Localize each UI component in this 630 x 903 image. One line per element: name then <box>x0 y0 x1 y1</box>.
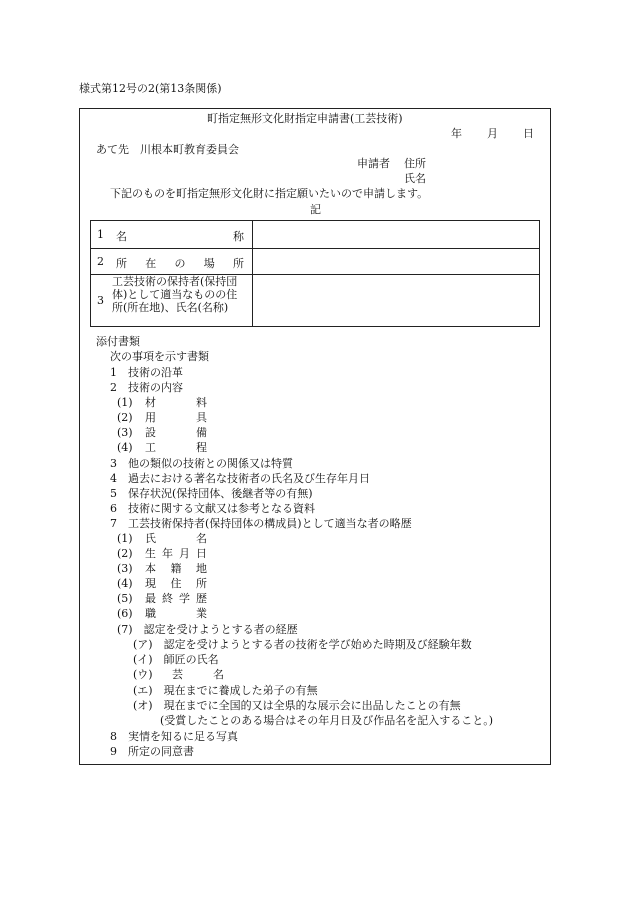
label-char: の <box>174 257 186 270</box>
sub-item-char: 歴 <box>196 592 207 605</box>
sub-item-char: 最 <box>145 592 156 605</box>
label-char: 名 <box>116 230 127 243</box>
attachment-item-3: 3 他の類似の技術との関係又は特質 <box>110 457 293 470</box>
sub-item-num: (1) <box>117 532 133 545</box>
career-note: (受賞したことのある場合はその年月日及び作品名を記入すること。) <box>160 714 494 727</box>
table-row-holder <box>91 275 539 326</box>
details-table <box>90 220 540 327</box>
sub-item-char: 本 <box>145 562 156 575</box>
sub-item-materials <box>145 396 207 410</box>
sub-item-num: (1) <box>117 396 133 409</box>
label-char: 所 <box>116 257 127 270</box>
career-char: 芸 <box>172 668 183 681</box>
sub-item-num: (3) <box>117 426 133 439</box>
sub-item-char: 具 <box>196 411 207 424</box>
date-year: 年 <box>451 127 462 140</box>
addressee: あて先 川根本町教育委員会 <box>96 143 239 156</box>
row-label-holder: 工芸技術の保持者(保持団体)として適当なものの住所(所在地)、氏名(名称) <box>112 275 238 314</box>
sub-item-char: 業 <box>196 607 207 620</box>
attachments-intro: 次の事項を示す書類 <box>110 350 209 363</box>
career-item-u <box>172 668 224 682</box>
attachment-item-1: 1 技術の沿革 <box>110 366 183 379</box>
sub-item-char: 現 <box>145 577 156 590</box>
sub-item-num: (6) <box>117 607 133 620</box>
applicant-name-label: 氏名 <box>404 172 426 185</box>
label-char: 所 <box>233 257 244 270</box>
career-item-i: (イ) 師匠の氏名 <box>133 653 219 666</box>
sub-item-name <box>145 532 207 546</box>
sub-item-char: 設 <box>145 426 156 439</box>
attachments-heading: 添付書類 <box>96 335 140 348</box>
sub-item-char: 籍 <box>170 562 182 575</box>
applicant-label: 申請者 <box>357 157 390 170</box>
sub-item-char: 氏 <box>145 532 156 545</box>
label-char: 在 <box>145 257 157 270</box>
sub-item-char: 地 <box>196 562 207 575</box>
sub-item-char: 名 <box>196 532 207 545</box>
attachment-item-8: 8 実情を知るに足る写真 <box>110 730 238 743</box>
table-row-location <box>91 249 539 275</box>
sub-item-char: 生 <box>145 547 156 560</box>
request-text: 下記のものを町指定無形文化財に指定願いたいので申請します。 <box>110 187 429 200</box>
sub-item-char: 料 <box>196 396 207 409</box>
date-day: 日 <box>523 127 534 140</box>
row-label-location <box>116 255 244 271</box>
ki-label: 記 <box>310 203 321 216</box>
attachment-item-9: 9 所定の同意書 <box>110 745 194 758</box>
form-title: 町指定無形文化財指定申請書(工芸技術) <box>207 112 403 125</box>
sub-item-equipment <box>145 426 207 440</box>
sub-item-char: 終 <box>162 592 173 605</box>
sub-item-num: (2) <box>117 411 133 424</box>
sub-item-education <box>145 592 207 606</box>
sub-item-char: 材 <box>145 396 156 409</box>
attachment-item-2: 2 技術の内容 <box>110 381 183 394</box>
career-char: 名 <box>213 668 224 681</box>
row-label-name <box>116 228 244 244</box>
sub-item-char: 学 <box>179 592 190 605</box>
label-char: 場 <box>203 257 215 270</box>
career-item-a: (ア) 認定を受けようとする者の技術を学び始めた時期及び経験年数 <box>133 638 472 651</box>
sub-item-num: (3) <box>117 562 133 575</box>
form-number: 様式第12号の2(第13条関係) <box>79 82 222 95</box>
sub-item-career: (7) 認定を受けようとする者の経歴 <box>117 623 298 636</box>
label-char: 称 <box>233 230 244 243</box>
sub-item-char: 用 <box>145 411 156 424</box>
attachment-item-6: 6 技術に関する文献又は参考となる資料 <box>110 502 315 515</box>
sub-item-num: (4) <box>117 577 133 590</box>
applicant-address-label: 住所 <box>404 157 426 170</box>
sub-item-num: (2) <box>117 547 133 560</box>
sub-item-process <box>145 441 207 455</box>
row-number: 2 <box>97 255 104 268</box>
sub-item-char: 程 <box>196 441 207 454</box>
sub-item-current-address <box>145 577 207 591</box>
sub-item-char: 住 <box>170 577 182 590</box>
career-item-u-num: (ウ) <box>133 668 153 681</box>
sub-item-char: 年 <box>162 547 173 560</box>
career-item-o: (オ) 現在までに全国的又は全県的な展示会に出品したことの有無 <box>133 699 461 712</box>
attachment-item-7: 7 工芸技術保持者(保持団体の構成員)として適当な者の略歴 <box>110 517 412 530</box>
sub-item-num: (4) <box>117 441 133 454</box>
table-row-name <box>91 221 539 249</box>
sub-item-char: 備 <box>196 426 207 439</box>
row-number: 3 <box>97 294 104 307</box>
sub-item-birthdate <box>145 547 207 561</box>
attachment-item-4: 4 過去における著名な技術者の氏名及び生存年月日 <box>110 472 370 485</box>
sub-item-char: 所 <box>196 577 207 590</box>
sub-item-occupation <box>145 607 207 621</box>
date-month: 月 <box>487 127 498 140</box>
career-item-e: (エ) 現在までに養成した弟子の有無 <box>133 684 318 697</box>
sub-item-char: 日 <box>196 547 207 560</box>
sub-item-char: 月 <box>179 547 190 560</box>
sub-item-char: 工 <box>145 441 156 454</box>
attachment-item-5: 5 保存状況(保持団体、後継者等の有無) <box>110 487 313 500</box>
sub-item-char: 職 <box>145 607 156 620</box>
row-number: 1 <box>97 228 104 241</box>
sub-item-tools <box>145 411 207 425</box>
sub-item-num: (5) <box>117 592 133 605</box>
sub-item-domicile <box>145 562 207 576</box>
